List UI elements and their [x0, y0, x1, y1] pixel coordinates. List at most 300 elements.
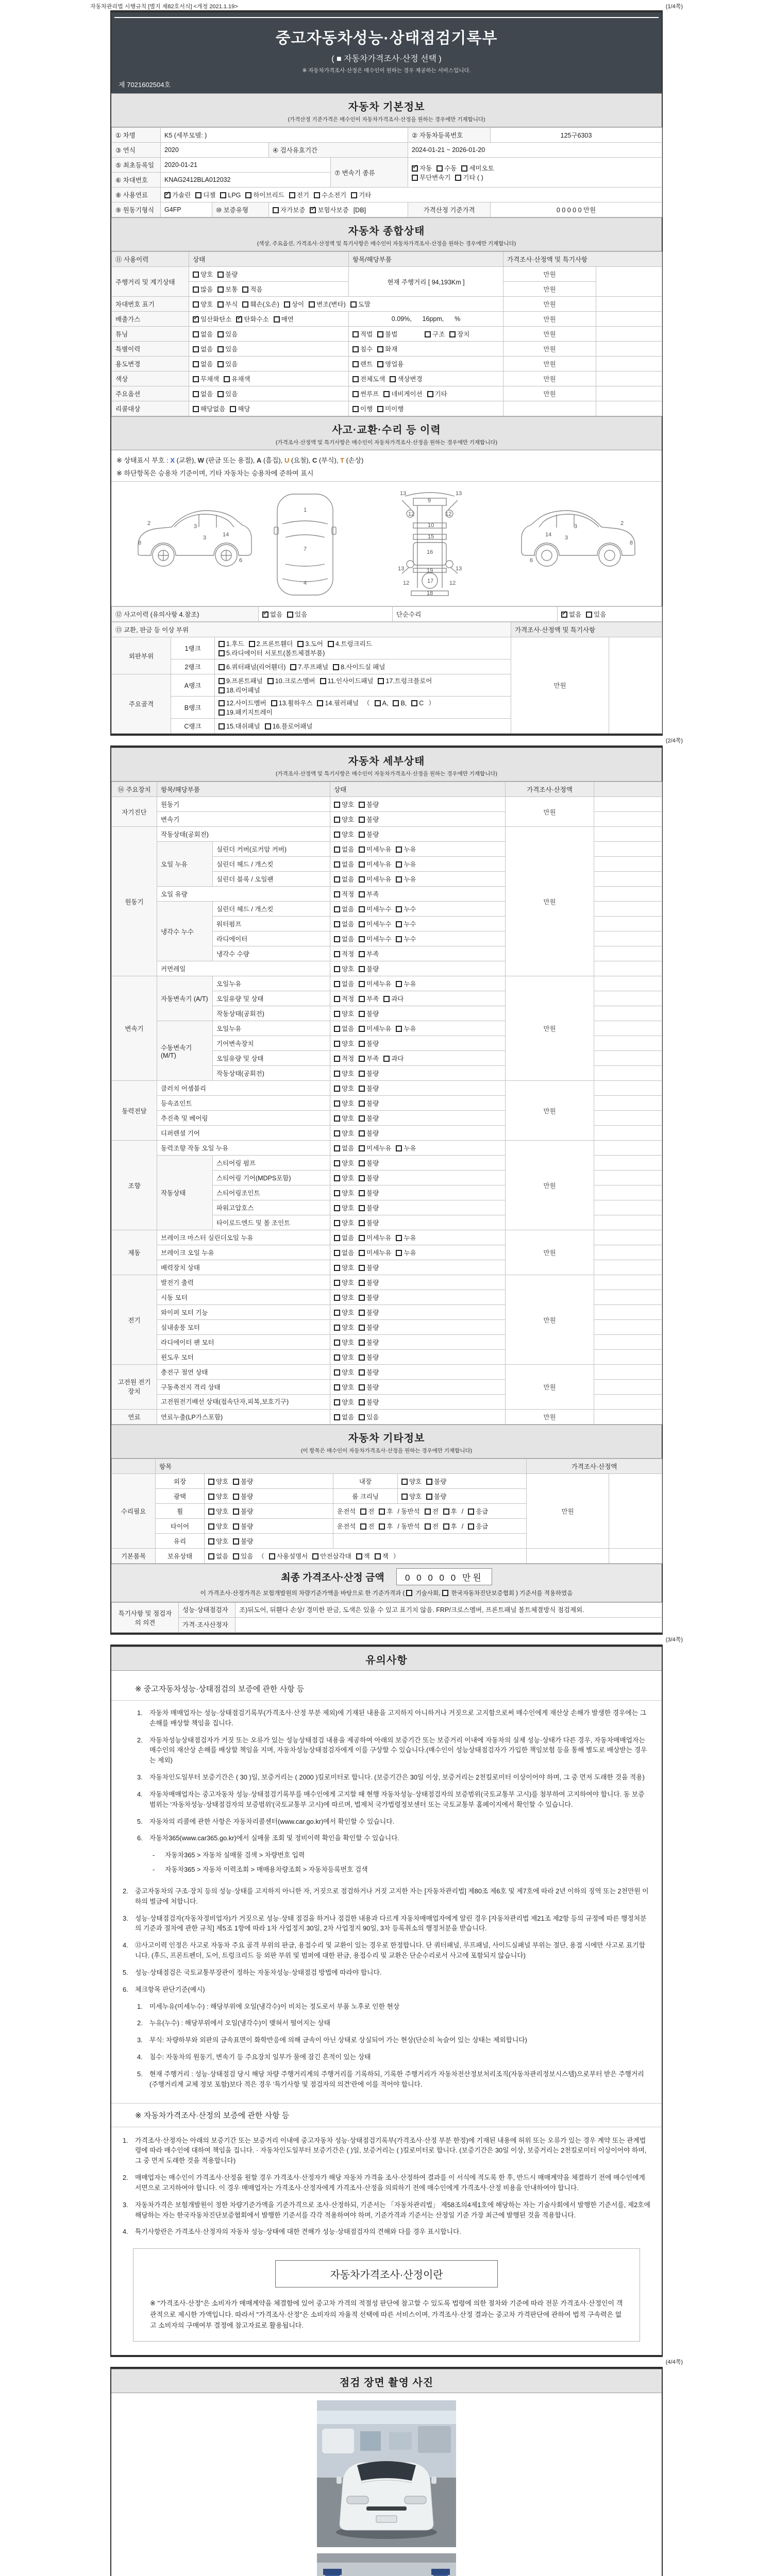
option [359, 1083, 379, 1093]
checkbox-불량[interactable] [359, 1354, 365, 1361]
option-label: 상이 [291, 301, 305, 308]
checkbox-불량[interactable] [359, 832, 365, 838]
option [352, 374, 385, 383]
checkbox-훼손(오손)[interactable] [242, 301, 248, 308]
checkbox-7.루프패널[interactable] [290, 664, 296, 670]
option [334, 1158, 354, 1167]
option [195, 190, 215, 199]
checkbox-없음[interactable] [334, 936, 340, 942]
checkbox-없음[interactable] [334, 1235, 340, 1241]
checkbox-양호[interactable] [334, 1340, 340, 1346]
checkbox-적정[interactable] [334, 996, 340, 1002]
checkbox-9.프론트패널[interactable] [219, 678, 225, 684]
checkbox-8.사이드실-패널[interactable] [333, 664, 339, 670]
checkbox-적정[interactable] [334, 951, 340, 957]
option [334, 1323, 354, 1332]
checkbox-이행[interactable] [352, 406, 359, 412]
checkbox-양호[interactable] [334, 1160, 340, 1166]
checkbox-양호[interactable] [208, 1494, 214, 1500]
checkbox-양호[interactable] [208, 1509, 214, 1515]
checkbox-양호[interactable] [334, 1369, 340, 1376]
checkbox-2.프론트휀더[interactable] [249, 641, 255, 647]
checkbox-영업용[interactable] [377, 361, 383, 367]
checkbox-누수[interactable] [396, 906, 402, 912]
notice-item [137, 1789, 650, 1810]
checkbox-전[interactable] [425, 1523, 431, 1530]
option-label: 불량 [366, 1219, 379, 1227]
checkbox-네비게이션[interactable] [383, 391, 390, 397]
checkbox-3.도어[interactable] [297, 641, 304, 647]
checkbox-양호[interactable] [334, 1205, 340, 1211]
option [359, 889, 379, 899]
checkbox-불량[interactable] [359, 1384, 365, 1391]
checkbox-전체도색[interactable] [352, 376, 359, 382]
cell: 라디에이터 팬 모터 [157, 1335, 330, 1350]
cell [594, 1021, 662, 1036]
checkbox-불량[interactable] [359, 1340, 365, 1346]
checkbox-미세누유[interactable] [359, 1250, 365, 1256]
checkbox-양호[interactable] [334, 1280, 340, 1286]
option [219, 676, 263, 685]
checkbox-전기[interactable] [289, 192, 295, 198]
checkbox-탄화수소[interactable] [236, 316, 242, 323]
checkbox-양호[interactable] [401, 1494, 408, 1500]
checkbox-양호[interactable] [334, 966, 340, 972]
checkbox-불량[interactable] [233, 1479, 239, 1485]
checkbox-C[interactable] [411, 700, 417, 706]
option-label: 전기 [296, 192, 309, 199]
svg-text:14: 14 [223, 532, 229, 538]
checkbox-보통[interactable] [217, 286, 224, 293]
checkbox-16.플로어패널[interactable] [265, 723, 271, 730]
checkbox-기타[interactable] [351, 192, 357, 198]
checkbox-없음[interactable] [334, 1145, 340, 1151]
checkbox-없음[interactable] [334, 1250, 340, 1256]
checkbox-LPG[interactable] [220, 192, 226, 198]
cell: 브레이크 오일 누유 [157, 1245, 330, 1260]
option [320, 676, 374, 685]
checkbox-불량[interactable] [359, 1280, 365, 1286]
checkbox-누유[interactable] [396, 981, 402, 987]
checkbox-미세누유[interactable] [359, 876, 365, 883]
checkbox-한국자동차진단보증협회[interactable] [442, 1590, 448, 1596]
checkbox-있음[interactable] [586, 612, 592, 618]
checkbox-불량[interactable] [359, 1115, 365, 1122]
cell: 윈도우 모터 [157, 1350, 330, 1365]
checkbox-디젤[interactable] [195, 192, 201, 198]
checkbox-양호[interactable] [334, 1399, 340, 1405]
option-label: 매연 [281, 316, 294, 323]
checkbox-양호[interactable] [401, 1479, 408, 1485]
checkbox-없음[interactable] [208, 1553, 214, 1560]
checkbox-전[interactable] [360, 1509, 366, 1515]
checkbox-수소전기[interactable] [314, 192, 320, 198]
checkbox-양호[interactable] [334, 1071, 340, 1077]
checkbox-양호[interactable] [334, 802, 340, 808]
checkbox-자동[interactable] [412, 165, 418, 172]
checkbox-불량[interactable] [233, 1494, 239, 1500]
checkbox-화재[interactable] [377, 346, 383, 352]
option [309, 299, 346, 309]
checkbox-불량[interactable] [359, 1399, 365, 1405]
checkbox-1.후드[interactable] [219, 641, 225, 647]
checkbox-불량[interactable] [359, 817, 365, 823]
cell: 실린더 커버(로커암 커버) [213, 842, 330, 857]
checkbox-있음[interactable] [217, 346, 224, 352]
checkbox-불량[interactable] [359, 1310, 365, 1316]
checkbox-불량[interactable] [359, 1011, 365, 1017]
checkbox-양호[interactable] [334, 817, 340, 823]
checkbox-양호[interactable] [334, 1384, 340, 1391]
checkbox-과다[interactable] [383, 1056, 390, 1062]
option-cell [330, 1230, 506, 1245]
checkbox-불량[interactable] [359, 1130, 365, 1137]
option [393, 700, 407, 707]
checkbox-잭[interactable] [356, 1553, 362, 1560]
option [383, 994, 404, 1003]
checkbox-적법[interactable] [352, 331, 359, 337]
checkbox-14.필러패널[interactable] [317, 700, 323, 706]
checkbox-4.트렁크리드[interactable] [328, 641, 334, 647]
checkbox-없음[interactable] [334, 906, 340, 912]
checkbox-하이브리드[interactable] [245, 192, 251, 198]
option-label: 누유 [404, 1249, 416, 1257]
svg-text:9: 9 [428, 498, 431, 504]
notice-number: 2. [123, 2174, 128, 2182]
checkbox-후[interactable] [379, 1509, 385, 1515]
checkbox-양호[interactable] [334, 1354, 340, 1361]
checkbox-양호[interactable] [208, 1538, 214, 1545]
checkbox-적음[interactable] [242, 286, 248, 293]
checkbox-불량[interactable] [359, 1295, 365, 1301]
cell: ⑥ 차대번호 [112, 173, 161, 188]
checkbox-미세누유[interactable] [359, 861, 365, 868]
checkbox-보험사보증[interactable] [310, 207, 316, 213]
checkbox-도말[interactable] [350, 301, 357, 308]
checkbox-잭[interactable] [375, 1553, 381, 1560]
option-cell [349, 357, 503, 371]
checkbox-불량[interactable] [359, 1175, 365, 1181]
checkbox-양호[interactable] [334, 1265, 340, 1271]
cell: 스티어링조인트 [213, 1185, 330, 1200]
svg-text:13: 13 [400, 490, 407, 497]
checkbox-미세누유[interactable] [359, 846, 365, 853]
checkbox-있음[interactable] [217, 391, 224, 397]
checkbox-불량[interactable] [359, 1160, 365, 1166]
checkbox-기타[interactable] [427, 391, 433, 397]
option [443, 1521, 457, 1531]
checkbox-부족[interactable] [359, 891, 365, 897]
option [428, 698, 435, 707]
checkbox-불량[interactable] [233, 1538, 239, 1545]
option [334, 1397, 354, 1406]
checkbox-장치[interactable] [449, 331, 456, 337]
checkbox-없음[interactable] [334, 1026, 340, 1032]
checkbox-불량[interactable] [233, 1509, 239, 1515]
checkbox-전[interactable] [425, 1509, 431, 1515]
checkbox-부족[interactable] [359, 951, 365, 957]
checkbox-불량[interactable] [359, 1220, 365, 1226]
checkbox-있음[interactable] [233, 1553, 239, 1560]
checkbox-미세누유[interactable] [359, 1145, 365, 1151]
checkbox-불량[interactable] [359, 1325, 365, 1331]
checkbox-없음[interactable] [334, 876, 340, 883]
checkbox-세미오토[interactable] [461, 165, 467, 172]
checkbox-많음[interactable] [193, 286, 199, 293]
page-4 [110, 2367, 663, 2576]
cell [596, 312, 662, 327]
checkbox-없음[interactable] [561, 612, 567, 618]
checkbox-누유[interactable] [396, 1235, 402, 1241]
cell: 자동변속기 (A/T) [157, 976, 213, 1021]
checkbox-미세누유[interactable] [359, 981, 365, 987]
checkbox-불량[interactable] [359, 1265, 365, 1271]
option [233, 1492, 253, 1501]
checkbox-후[interactable] [379, 1523, 385, 1530]
option-label: 있음 [225, 331, 238, 338]
checkbox-12.사이드멤버[interactable] [219, 700, 225, 706]
option-cell [330, 797, 506, 812]
cell: 라디에이터 [213, 931, 330, 946]
cell: 원동기 [112, 827, 157, 976]
option [360, 1521, 374, 1531]
checkbox-불량[interactable] [359, 1369, 365, 1376]
checkbox-양호[interactable] [334, 1220, 340, 1226]
option [375, 700, 389, 707]
checkbox-6.쿼터패널(리어휀더)[interactable] [219, 664, 225, 670]
checkbox-유채색[interactable] [224, 376, 230, 382]
checkbox-없음[interactable] [334, 921, 340, 927]
option [334, 1218, 354, 1227]
checkbox-누수[interactable] [396, 921, 402, 927]
checkbox-없음[interactable] [334, 846, 340, 853]
checkbox-있음[interactable] [287, 612, 293, 618]
checkbox-양호[interactable] [193, 301, 199, 308]
checkbox-미세누수[interactable] [359, 936, 365, 942]
checkbox-없음[interactable] [334, 1414, 340, 1420]
checkbox-매연[interactable] [274, 316, 280, 323]
checkbox-양호[interactable] [334, 1310, 340, 1316]
checkbox-자가보증[interactable] [273, 207, 279, 213]
option-label: 없음 [216, 1553, 229, 1560]
option [412, 163, 432, 173]
checkbox-누유[interactable] [396, 1145, 402, 1151]
option-label: 불량 [366, 1339, 379, 1346]
checkbox-미세누유[interactable] [359, 1026, 365, 1032]
option-label: A, [382, 700, 389, 707]
checkbox-누수[interactable] [396, 936, 402, 942]
checkbox-양호[interactable] [334, 1011, 340, 1017]
checkbox-불량[interactable] [233, 1523, 239, 1530]
price-survey-box-text: ※ "가격조사·산정"은 소비자가 매매계약을 체결함에 있어 중고차 가격의 적절성 판단에 참고할 수 있도록 법령에 의한 절차와 기준에 따라 전문 가격조사·산정인이 객관적으로 제시한 가액입니다. 따라서 "가격조사·산정"은 소비자의 자율적 선택에 따른 서비스이며, 가격조사·산정 결과는 중고차 가격판단에 관하여 법적 구속력은 없고 소비자의 구매여부 결정에 참고자료로 활용됩니다. [150, 2299, 623, 2330]
option-label: 불량 [366, 1399, 379, 1406]
checkbox-없음[interactable] [193, 361, 199, 367]
checkbox-후[interactable] [443, 1509, 449, 1515]
checkbox-양호[interactable] [334, 1100, 340, 1107]
checkbox-양호[interactable] [334, 1041, 340, 1047]
checkbox-A,[interactable] [375, 700, 381, 706]
option [359, 1039, 379, 1048]
checkbox-과다[interactable] [383, 996, 390, 1002]
checkbox-수동[interactable] [436, 165, 443, 172]
option-cell [330, 872, 506, 887]
checkbox-불량[interactable] [426, 1494, 432, 1500]
checkbox-없음[interactable] [193, 391, 199, 397]
checkbox-양호[interactable] [334, 1190, 340, 1196]
checkbox-양호[interactable] [334, 1295, 340, 1301]
checkbox-없음[interactable] [334, 861, 340, 868]
svg-text:12: 12 [445, 511, 452, 517]
checkbox-해당[interactable] [230, 406, 236, 412]
checkbox-가솔린[interactable] [164, 192, 171, 198]
checkbox-기술사회[interactable] [406, 1590, 412, 1596]
checkbox-불량[interactable] [359, 1071, 365, 1077]
checkbox-없음[interactable] [193, 346, 199, 352]
checkbox-양호[interactable] [334, 1115, 340, 1122]
option-label: 양호 [342, 1130, 355, 1137]
checkbox-B,[interactable] [393, 700, 399, 706]
option-label: 세미오토 [469, 164, 494, 172]
checkbox-13.휠하우스[interactable] [271, 700, 277, 706]
checkbox-10.크로스멤버[interactable] [267, 678, 274, 684]
option [363, 698, 370, 707]
cell [594, 1350, 662, 1365]
checkbox-침수[interactable] [352, 346, 359, 352]
checkbox-불량[interactable] [359, 1190, 365, 1196]
checkbox-있음[interactable] [359, 1414, 365, 1420]
option-cell [205, 1534, 333, 1549]
checkbox-18.리어패널[interactable] [219, 687, 225, 693]
cell [594, 887, 662, 902]
comprehensive-state-table [111, 251, 662, 416]
checkbox-누유[interactable] [396, 1250, 402, 1256]
option [468, 1521, 488, 1531]
checkbox-누유[interactable] [396, 861, 402, 868]
checkbox-불량[interactable] [359, 966, 365, 972]
checkbox-19.패키지트레이[interactable] [219, 709, 225, 716]
checkbox-적정[interactable] [334, 1056, 340, 1062]
checkbox-부족[interactable] [359, 1056, 365, 1062]
checkbox-일산화탄소[interactable] [193, 316, 199, 323]
svg-text:6: 6 [530, 557, 533, 564]
checkbox-무채색[interactable] [193, 376, 199, 382]
cell: 가격·조사산정자 [179, 1618, 236, 1633]
option [219, 648, 325, 657]
checkbox-미세누수[interactable] [359, 921, 365, 927]
option-label: 가솔린 [172, 192, 191, 199]
checkbox-있음[interactable] [217, 331, 224, 337]
checkbox-불법[interactable] [377, 331, 383, 337]
checkbox-11.인사이드패널[interactable] [320, 678, 326, 684]
checkbox-양호[interactable] [334, 1086, 340, 1092]
checkbox-해당없음[interactable] [193, 406, 199, 412]
checkbox-구조[interactable] [425, 331, 431, 337]
option-cell [333, 1504, 527, 1519]
checkbox-색상변경[interactable] [390, 376, 396, 382]
cell: 전기 [112, 1275, 157, 1365]
option-label: 있음 [225, 391, 238, 398]
checkbox-무단변속기[interactable] [412, 175, 418, 181]
checkbox-부식[interactable] [217, 301, 224, 308]
checkbox-불량[interactable] [359, 1041, 365, 1047]
checkbox-누유[interactable] [396, 846, 402, 853]
checkbox-양호[interactable] [334, 1325, 340, 1331]
option-label: 전 [432, 1523, 439, 1530]
option [455, 173, 483, 182]
option [334, 889, 354, 899]
cell: 1랭크 [171, 637, 215, 659]
checkbox-양호[interactable] [208, 1523, 214, 1530]
option [219, 698, 266, 707]
option [334, 1083, 354, 1093]
option [337, 1506, 356, 1516]
checkbox-있음[interactable] [217, 361, 224, 367]
checkbox-누유[interactable] [396, 1026, 402, 1032]
checkbox-양호[interactable] [334, 832, 340, 838]
cell [594, 1320, 662, 1335]
checkbox-양호[interactable] [208, 1479, 214, 1485]
option-label: 누유 [404, 980, 416, 988]
checkbox-전[interactable] [360, 1523, 366, 1530]
checkbox-불량[interactable] [359, 1205, 365, 1211]
checkbox-5.라디에이터-서포트(볼트체결부품)[interactable] [219, 650, 225, 656]
checkbox-불량[interactable] [359, 1086, 365, 1092]
checkbox-없음[interactable] [193, 331, 199, 337]
checkbox-변조(변타)[interactable] [309, 301, 315, 308]
checkbox-불량[interactable] [426, 1479, 432, 1485]
option-cell [330, 1036, 506, 1051]
cell: 와이퍼 모터 기능 [157, 1305, 330, 1320]
checkbox-미이행[interactable] [377, 406, 383, 412]
checkbox-응급[interactable] [468, 1523, 474, 1530]
checkbox-양호[interactable] [334, 1130, 340, 1137]
checkbox-없음[interactable] [334, 981, 340, 987]
checkbox-썬루프[interactable] [352, 391, 359, 397]
option-label: （ [363, 700, 370, 707]
notice-text: 중고자동차의 구조·장치 등의 성능·상태를 고지하지 아니한 자, 거짓으로 점검하거나 거짓 고지한 자는 [자동차관리법] 제80조 제6호 및 제7호에 따라 2년 이하의 징역 또는 2천만원 이하의 벌금에 처합니다. [135, 1887, 649, 1905]
cell [236, 1618, 662, 1633]
checkbox-없음[interactable] [262, 612, 268, 618]
checkbox-15.대쉬패널[interactable] [219, 723, 225, 730]
checkbox-누유[interactable] [396, 876, 402, 883]
checkbox-17.트렁크플로어[interactable] [378, 678, 384, 684]
checkbox-양호[interactable] [193, 272, 199, 278]
checkbox-양호[interactable] [334, 1175, 340, 1181]
option [401, 1492, 422, 1501]
checkbox-응급[interactable] [468, 1509, 474, 1515]
option [334, 1412, 354, 1421]
checkbox-미세누수[interactable] [359, 906, 365, 912]
checkbox-불량[interactable] [359, 1100, 365, 1107]
checkbox-렌트[interactable] [352, 361, 359, 367]
checkbox-적정[interactable] [334, 891, 340, 897]
option-label: 불량 [225, 271, 238, 278]
svg-text:7: 7 [304, 546, 307, 552]
option-cell [349, 327, 503, 342]
checkbox-상이[interactable] [284, 301, 290, 308]
checkbox-미세누유[interactable] [359, 1235, 365, 1241]
option-label: 수소전기 [321, 192, 347, 199]
checkbox-부족[interactable] [359, 996, 365, 1002]
checkbox-후[interactable] [443, 1523, 449, 1530]
notice-number: 3. [123, 2200, 128, 2209]
option-label: 양호 [342, 1264, 355, 1272]
checkbox-불량[interactable] [217, 272, 224, 278]
checkbox-사용설명서[interactable] [269, 1553, 275, 1560]
checkbox-불량[interactable] [359, 802, 365, 808]
checkbox-안전삼각대[interactable] [312, 1553, 318, 1560]
checkbox-기타-(-)[interactable] [455, 175, 461, 181]
